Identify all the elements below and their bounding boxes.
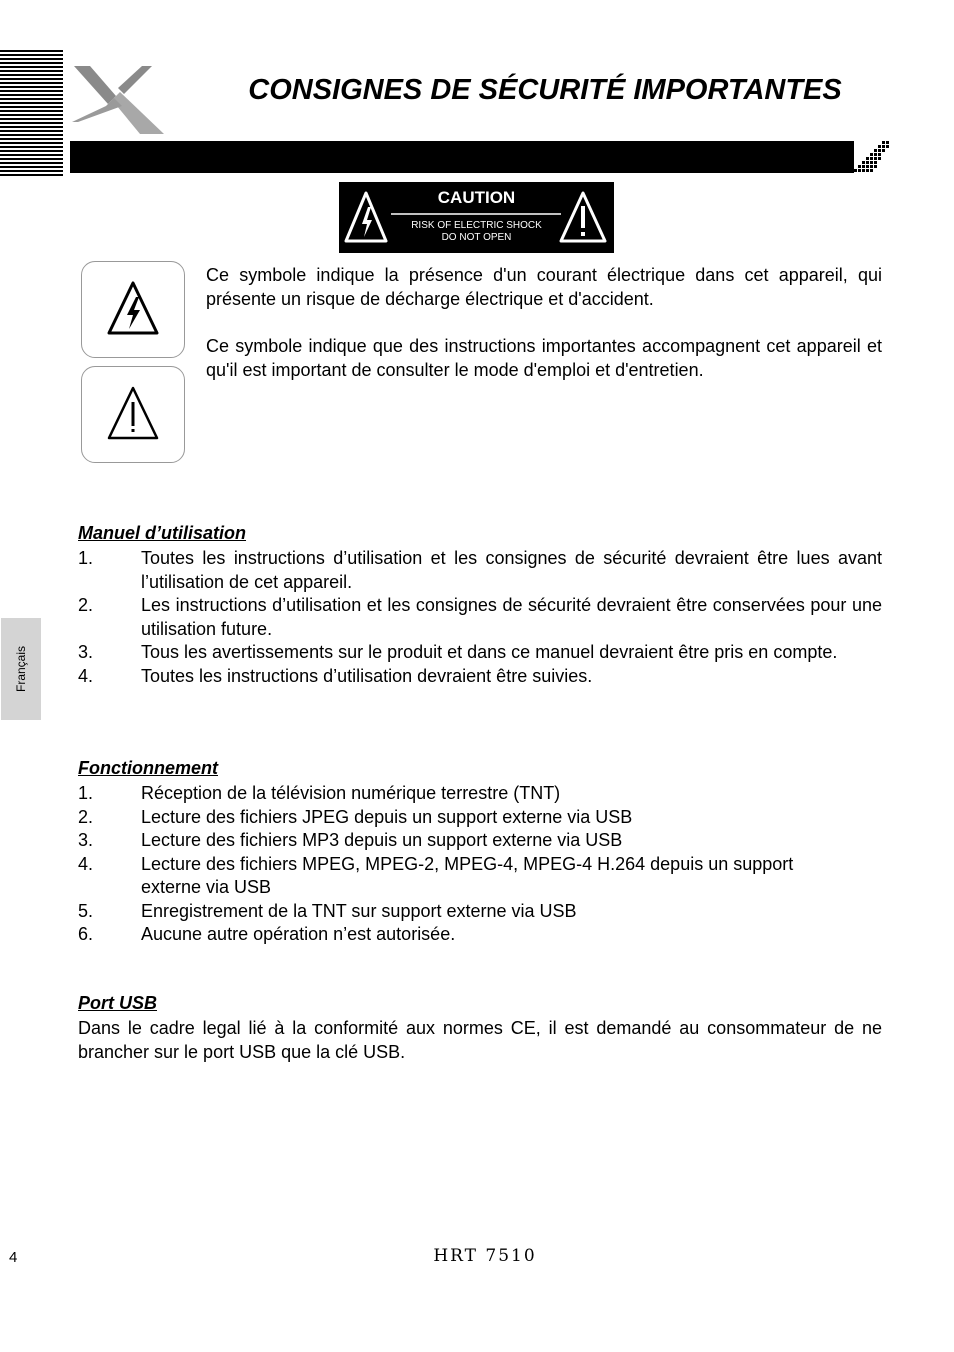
exclamation-triangle-icon [106, 384, 160, 442]
list-item: 3. Tous les avertissements sur le produit et dans ce manuel devraient être pris en compte. [78, 642, 838, 662]
caution-line-1: RISK OF ELECTRIC SHOCK [411, 220, 542, 231]
symbol-description-electric: Ce symbole indique la présence d'un courant électrique dans cet appareil, qui présente un risque de décharge électrique et d'accident. [206, 265, 882, 309]
header-bar-dots [850, 141, 892, 173]
x-brand-logo [68, 62, 168, 138]
page-title: CONSIGNES DE SÉCURITÉ IMPORTANTES [248, 74, 842, 106]
section-heading-fonctionnement: Fonctionnement [78, 758, 218, 778]
language-tab [1, 618, 41, 720]
list-item: 2. Lecture des fichiers JPEG depuis un support externe via USB [78, 806, 633, 827]
language-tab-label: Français [14, 645, 28, 693]
list-item: 3. Lecture des fichiers MP3 depuis un support externe via USB [78, 830, 623, 850]
symbol-box-warning [81, 366, 185, 463]
model-name: HRT 7510 [433, 1246, 537, 1266]
symbol-description-warning: Ce symbole indique que des instructions importantes accompagnent cet appareil et qu'il est important de consulter le mode d'emploi et d'entretien. [206, 336, 882, 380]
section-heading-port-usb: Port USB [78, 993, 158, 1013]
list-item: 1. Réception de la télévision numérique terrestre (TNT) [78, 783, 561, 803]
caution-line-2: DO NOT OPEN [441, 232, 512, 243]
caution-subtitle [339, 220, 614, 244]
list-item: 1. Toutes les instructions d’utilisation et les consignes de sécurité devraient être lues avant l’utilisation de cet appareil. [78, 548, 882, 592]
fonctionnement-list [78, 782, 838, 947]
list-item: 6. Aucune autre opération n’est autorisée. [78, 924, 456, 944]
caution-title: CAUTION [437, 188, 516, 207]
header-stripes [0, 50, 63, 178]
list-item: 4. Lecture des fichiers MPEG, MPEG-2, MPEG-4, MPEG-4 H.264 depuis un support externe via USB [78, 853, 794, 897]
section-heading-manuel: Manuel d’utilisation [78, 523, 247, 543]
list-item: 4. Toutes les instructions d’utilisation devraient être suivies. [78, 665, 593, 686]
port-usb-text: Dans le cadre legal lié à la conformité aux normes CE, il est demandé au consommateur de ne brancher sur le port USB que la clé USB. [78, 1018, 882, 1062]
manuel-list [78, 547, 882, 688]
lightning-triangle-icon [106, 279, 160, 337]
list-item: 5. Enregistrement de la TNT sur support externe via USB [78, 900, 577, 921]
caution-label [339, 182, 614, 253]
list-item: 2. Les instructions d’utilisation et les consignes de sécurité devraient être conservées pour une utilisation future. [78, 595, 882, 639]
page-number: 4 [9, 1249, 18, 1266]
header-bar [70, 141, 854, 173]
symbol-box-electric [81, 261, 185, 358]
